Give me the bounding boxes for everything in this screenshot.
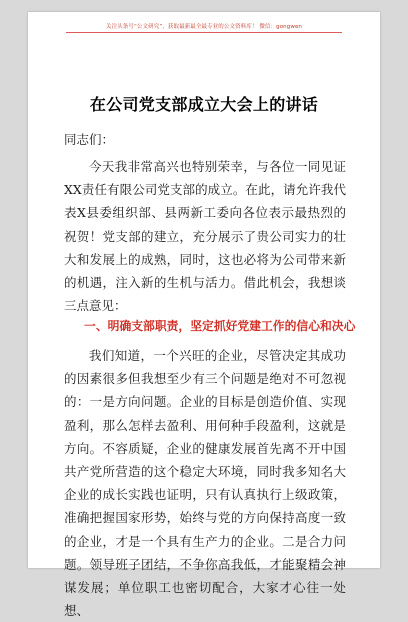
salutation: 同志们： xyxy=(64,132,115,147)
header-rule xyxy=(66,32,342,33)
document-page xyxy=(28,12,380,619)
header-banner: 关注头条号“公文研究”，获取最新最全最专业的公文资料库！ 微信：gongwen xyxy=(105,24,303,30)
document-title: 在公司党支部成立大会上的讲话 xyxy=(89,95,319,114)
section-1-heading: 一、明确支部职责，坚定抓好党建工作的信心和决心 xyxy=(84,319,356,333)
paragraph-2: 我们知道，一个兴旺的企业，尽管决定其成功的因素很多但我想至少有三个问题是绝对不可忽视的：一是方向问题。企业的目标是创造价值、实现盈利，那么怎样去盈利、用何种手段盈利，这就是方向。不容质疑，企业的健康发展首先离不开中国共产党所营造的这个稳定大环境，同时我多知名大企业的成长实践也证明，只有认真执行上级政策，准确把握国家形势，始终与党的方向保持高度一致的企业，才是一个具有生产力的企业。二是合力问题。领导班子团结，不争你高我低，才能聚精会神谋发展；单位职工也密切配合，大家才心往一处想、 xyxy=(64,348,346,619)
paragraph-1: 今天我非常高兴也特别荣幸，与各位一同见证XX责任有限公司党支部的成立。在此，请允许我代表X县委组织部、县两新工委向各位表示最热烈的祝贺！党支部的建立，充分展示了贵公司实力的壮大和发展上的成熟，同时，这也必将为公司带来新的机遇，注入新的生机与活力。借此机会，我想谈三点意见： xyxy=(64,159,346,314)
